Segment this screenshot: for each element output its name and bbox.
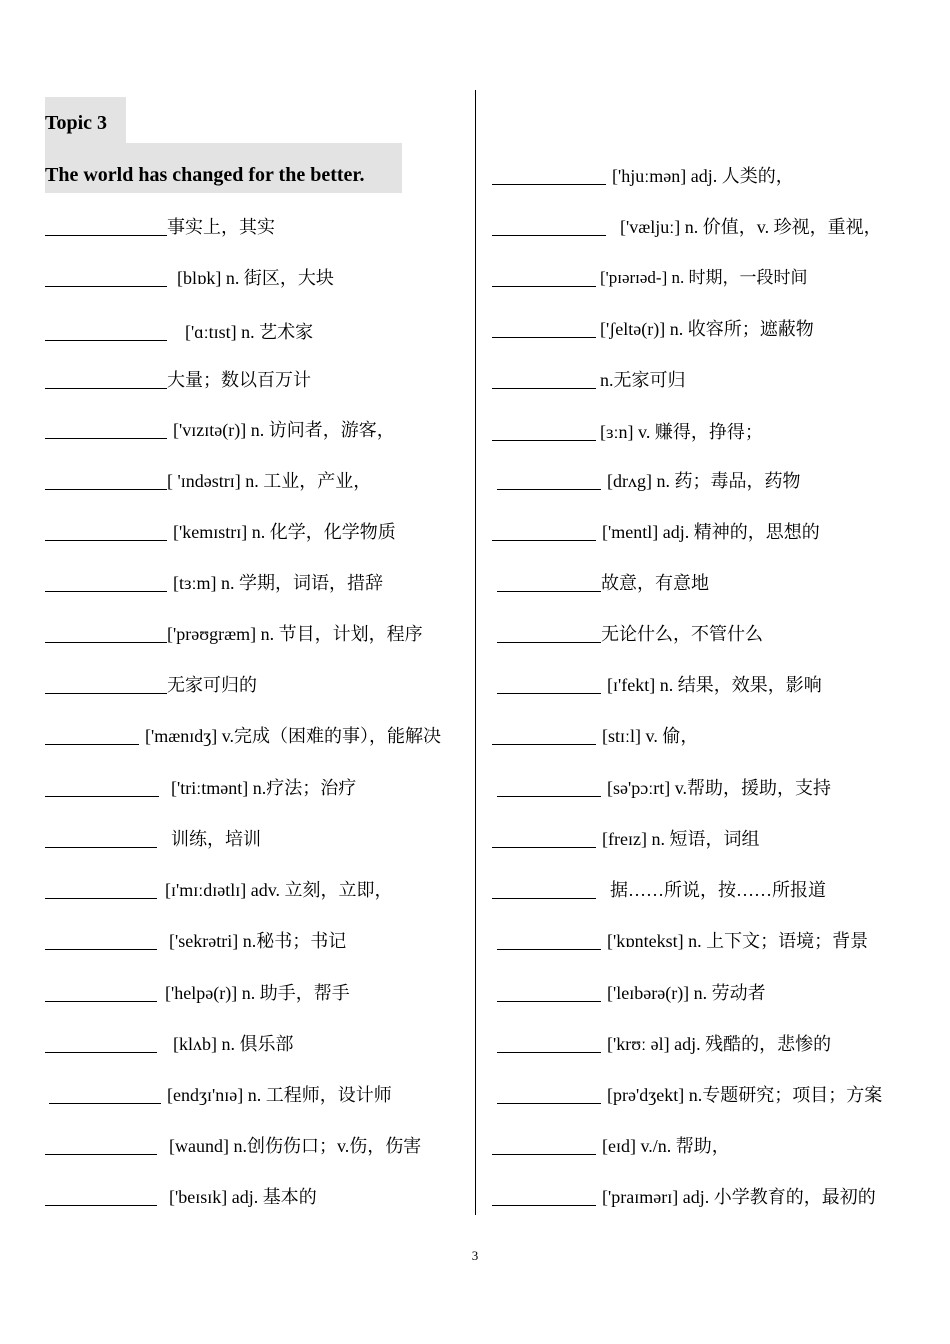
vocab-entry: 大量；数以百万计 [167, 370, 311, 390]
answer-blank[interactable] [497, 1085, 601, 1104]
vocab-row [478, 315, 814, 343]
answer-blank[interactable] [492, 1136, 596, 1155]
vocab-row [0, 366, 311, 394]
subtitle-heading-text: The world has changed for the better. [45, 164, 365, 186]
answer-blank[interactable] [45, 675, 167, 694]
vocab-entry: [endʒɪ'nɪə] n. 工程师，设计师 [167, 1085, 392, 1105]
answer-blank[interactable] [497, 778, 601, 797]
vocab-entry: [ɪ'fekt] n. 结果，效果，影响 [607, 675, 822, 695]
vocab-entry: ['sekrətri] n.秘书；书记 [169, 931, 347, 951]
vocab-row [478, 264, 808, 292]
vocab-row [478, 162, 794, 190]
vocab-row [0, 722, 441, 750]
vocab-entry: n.无家可归 [600, 370, 686, 390]
vocab-row [478, 979, 766, 1007]
vocab-row [0, 264, 334, 292]
answer-blank[interactable] [492, 217, 606, 236]
answer-blank[interactable] [45, 726, 139, 745]
answer-blank[interactable] [45, 471, 167, 490]
answer-blank[interactable] [45, 931, 157, 950]
vocab-entry: ['beɪsɪk] adj. 基本的 [169, 1187, 317, 1207]
answer-blank[interactable] [45, 829, 157, 848]
vocab-row [0, 213, 275, 241]
vocab-entry: 训练，培训 [171, 829, 261, 849]
page-number: 3 [471, 1248, 479, 1263]
vocab-row [478, 1132, 730, 1160]
vocab-row [0, 620, 423, 648]
answer-blank[interactable] [45, 370, 167, 389]
vocab-row [0, 1030, 294, 1058]
answer-blank[interactable] [497, 471, 601, 490]
answer-blank[interactable] [45, 1187, 157, 1206]
answer-blank[interactable] [492, 1187, 596, 1206]
answer-blank[interactable] [45, 217, 167, 236]
answer-blank[interactable] [45, 1136, 157, 1155]
vocab-row [0, 1132, 421, 1160]
topic-heading-text: Topic 3 [45, 112, 108, 134]
vocab-row [478, 366, 686, 394]
answer-blank[interactable] [49, 1085, 161, 1104]
vocab-entry: 据……所说，按……所报道 [610, 880, 826, 900]
vocab-entry: [drʌg] n. 药；毒品，药物 [607, 471, 801, 491]
vocab-entry: ['helpə(r)] n. 助手，帮手 [165, 983, 350, 1003]
vocab-entry: ['krʊː əl] adj. 残酷的，悲惨的 [607, 1034, 832, 1054]
vocab-entry: [prə'dʒekt] n.专题研究；项目；方案 [607, 1085, 883, 1105]
vocab-row [478, 1030, 831, 1058]
vocab-row [478, 774, 831, 802]
vocab-row [0, 774, 356, 802]
vocab-row [0, 876, 393, 904]
vocab-entry: 故意，有意地 [601, 573, 709, 593]
answer-blank[interactable] [45, 522, 167, 541]
vocab-row [478, 722, 698, 750]
vocab-entry: 事实上，其实 [167, 217, 275, 237]
vocab-row [0, 416, 395, 444]
answer-blank[interactable] [497, 983, 601, 1002]
answer-blank[interactable] [45, 983, 157, 1002]
vocab-entry: [ɪ'mɪːdɪətlɪ] adv. 立刻，立即， [165, 880, 393, 900]
answer-blank[interactable] [45, 322, 167, 341]
vocab-entry: [ 'ɪndəstrɪ] n. 工业，产业， [167, 471, 372, 491]
vocab-row [478, 825, 759, 853]
vocab-row [0, 979, 350, 1007]
answer-blank[interactable] [492, 522, 596, 541]
answer-blank[interactable] [492, 370, 596, 389]
vocab-entry: ['hjuːmən] adj. 人类的， [612, 166, 794, 186]
answer-blank[interactable] [45, 880, 157, 899]
answer-blank[interactable] [492, 422, 596, 441]
vocab-row [0, 927, 346, 955]
vocab-entry: ['mentl] adj. 精神的，思想的 [602, 522, 820, 542]
vocab-entry: [klʌb] n. 俱乐部 [173, 1034, 294, 1054]
vocab-row [478, 927, 868, 955]
vocab-entry: ['ɑːtɪst] n. 艺术家 [185, 322, 314, 342]
column-divider [475, 90, 476, 1215]
answer-blank[interactable] [492, 829, 596, 848]
answer-blank[interactable] [45, 1034, 157, 1053]
vocab-entry: [ɜːn] v. 赚得，挣得； [600, 422, 763, 442]
vocab-entry: ['pɪərɪəd-] n. 时期，一段时间 [600, 268, 808, 287]
vocab-entry: [stɪːl] v. 偷， [602, 726, 699, 746]
vocab-entry: ['ʃeltə(r)] n. 收容所；遮蔽物 [600, 319, 814, 339]
vocab-row [478, 467, 800, 495]
vocab-row [0, 1081, 392, 1109]
vocab-row [478, 671, 822, 699]
vocab-entry: [waund] n.创伤伤口；v.伤，伤害 [169, 1136, 422, 1156]
answer-blank[interactable] [492, 880, 596, 899]
vocab-row [0, 467, 371, 495]
vocab-entry: [eɪd] v./n. 帮助， [602, 1136, 730, 1156]
vocab-row [0, 1183, 317, 1211]
answer-blank[interactable] [45, 624, 167, 643]
vocab-row [478, 213, 882, 241]
answer-blank[interactable] [45, 420, 167, 439]
answer-blank[interactable] [492, 319, 596, 338]
vocab-entry: ['kemɪstrɪ] n. 化学，化学物质 [173, 522, 396, 542]
subtitle-heading [45, 143, 402, 193]
vocab-entry: 无家可归的 [167, 675, 257, 695]
vocab-entry: ['kɒntekst] n. 上下文；语境；背景 [607, 931, 869, 951]
answer-blank[interactable] [497, 573, 601, 592]
vocab-row [478, 1183, 876, 1211]
answer-blank[interactable] [45, 778, 159, 797]
vocab-row [478, 569, 709, 597]
answer-blank[interactable] [492, 268, 596, 287]
vocab-entry: ['mænɪdʒ] v.完成（困难的事），能解决 [145, 726, 442, 746]
vocab-entry: 无论什么，不管什么 [601, 624, 763, 644]
answer-blank[interactable] [45, 268, 167, 287]
vocab-row [0, 318, 313, 346]
answer-blank[interactable] [497, 624, 601, 643]
vocab-row [0, 518, 396, 546]
vocab-entry: ['leɪbərə(r)] n. 劳动者 [607, 983, 766, 1003]
vocab-row [0, 671, 257, 699]
vocab-entry: ['triːtmənt] n.疗法；治疗 [171, 778, 357, 798]
vocab-row [478, 876, 826, 904]
answer-blank[interactable] [497, 675, 601, 694]
answer-blank[interactable] [497, 1034, 601, 1053]
vocab-entry: [freɪz] n. 短语，词组 [602, 829, 760, 849]
vocab-entry: ['prəʊgræm] n. 节目，计划，程序 [167, 624, 423, 644]
vocab-row [478, 1081, 882, 1109]
vocab-entry: ['væljuː] n. 价值，v. 珍视，重视， [620, 217, 882, 237]
vocab-row [478, 620, 763, 648]
vocab-row [0, 825, 261, 853]
vocab-entry: [tɜːm] n. 学期，词语，措辞 [173, 573, 384, 593]
vocab-row [0, 569, 383, 597]
vocab-entry: [sə'pɔːrt] v.帮助，援助，支持 [607, 778, 832, 798]
vocab-entry: [blɒk] n. 街区，大块 [177, 268, 334, 288]
topic-heading [45, 97, 126, 143]
vocab-row [478, 418, 763, 446]
answer-blank[interactable] [497, 931, 601, 950]
answer-blank[interactable] [45, 573, 167, 592]
vocab-row [478, 518, 820, 546]
vocab-entry: ['vɪzɪtə(r)] n. 访问者，游客， [173, 420, 395, 440]
answer-blank[interactable] [492, 726, 596, 745]
answer-blank[interactable] [492, 166, 606, 185]
vocab-entry: ['praɪmərɪ] adj. 小学教育的，最初的 [602, 1187, 876, 1207]
